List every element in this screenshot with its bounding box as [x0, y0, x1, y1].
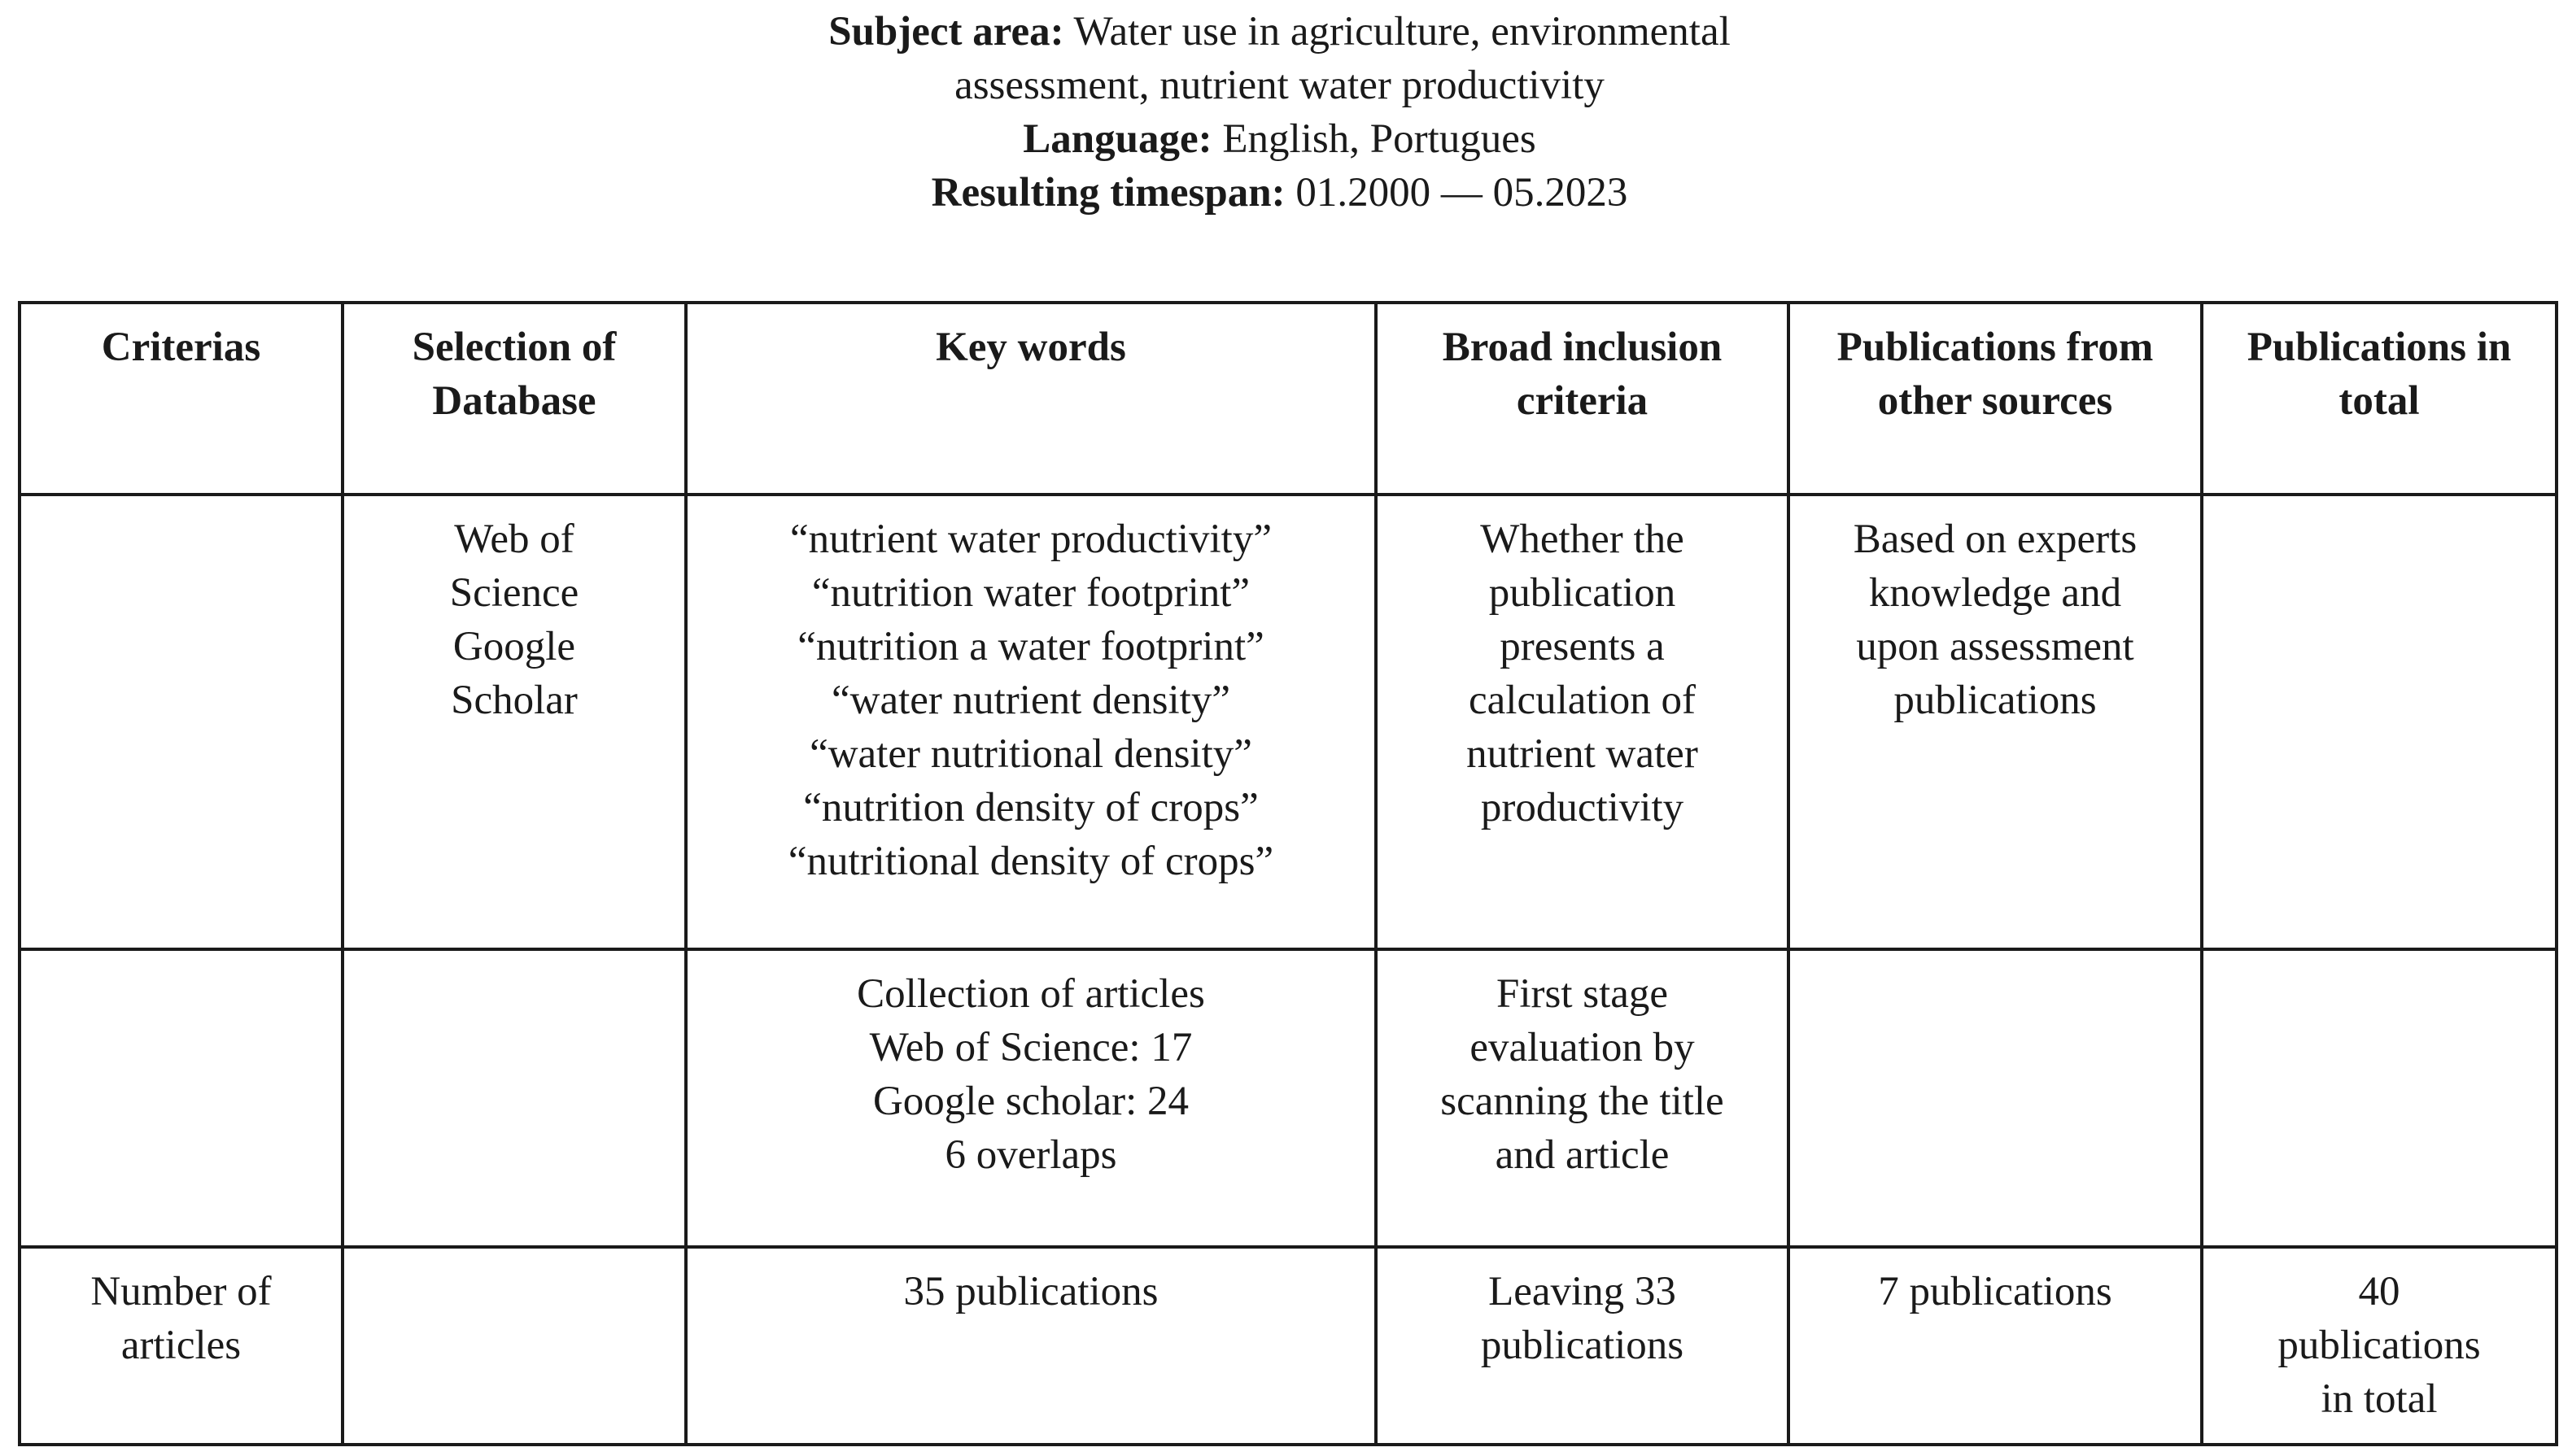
language-value: English, Portugues — [1222, 116, 1536, 162]
row1-inclusion-cell — [1376, 495, 1788, 949]
total-line: 40 — [2358, 1269, 2400, 1314]
row2-criterias-cell — [20, 949, 343, 1247]
keyword-item: “nutrient water productivity” — [790, 517, 1272, 562]
inclusion-line: First stage — [1496, 971, 1669, 1017]
header-publications-in-total: Publications in total — [2202, 303, 2557, 495]
row3-other-sources-cell: 7 publications — [1788, 1247, 2202, 1445]
row2-inclusion-cell — [1376, 949, 1788, 1247]
header-selection-of-database: Selection of Database — [343, 303, 686, 495]
row1-databases-cell — [343, 495, 686, 949]
row2-total-cell — [2202, 949, 2557, 1247]
row1-keywords-cell — [686, 495, 1376, 949]
criteria-table — [18, 301, 2558, 1446]
row3-inclusion-cell — [1376, 1247, 1788, 1445]
header-broad-inclusion-criteria: Broad inclusion criteria — [1376, 303, 1788, 495]
inclusion-line: Whether the — [1480, 517, 1684, 562]
row2-databases-cell — [343, 949, 686, 1247]
inclusion-line: calculation of — [1469, 678, 1696, 723]
header-criterias: Criterias — [20, 303, 343, 495]
row3-total-cell — [2202, 1247, 2557, 1445]
subject-area-label: Subject area: — [828, 9, 1064, 54]
row3-keywords-cell: 35 publications — [686, 1247, 1376, 1445]
collection-line: Web of Science: 17 — [869, 1025, 1193, 1070]
timespan-label: Resulting timespan: — [931, 170, 1286, 216]
other-sources-line: Based on experts — [1853, 517, 2138, 562]
table-header-row — [20, 303, 2557, 495]
inclusion-line: publication — [1488, 570, 1676, 616]
inclusion-line: nutrient water — [1466, 731, 1698, 777]
database-line: Scholar — [451, 678, 578, 723]
row2-keywords-cell — [686, 949, 1376, 1247]
language-line — [0, 112, 2559, 166]
database-line: Google — [452, 624, 576, 669]
criterias-line: articles — [120, 1323, 242, 1368]
inclusion-line: evaluation by — [1469, 1025, 1695, 1070]
header-publications-other-sources: Publications from other sources — [1788, 303, 2202, 495]
row3-criterias-cell — [20, 1247, 343, 1445]
row1-other-sources-cell — [1788, 495, 2202, 949]
row1-criterias-cell — [20, 495, 343, 949]
subject-area-value-2: assessment, nutrient water productivity — [954, 63, 1605, 108]
subject-area-line — [0, 5, 2559, 59]
total-line: in total — [2321, 1376, 2438, 1422]
other-sources-line: knowledge and — [1868, 570, 2122, 616]
other-sources-line: publications — [1893, 678, 2097, 723]
header-key-words: Key words — [686, 303, 1376, 495]
inclusion-line: and article — [1495, 1132, 1670, 1178]
database-line: Web of — [454, 517, 574, 562]
collection-line: Collection of articles — [857, 971, 1205, 1017]
total-line: publications — [2277, 1323, 2481, 1368]
keyword-item: “nutrition water footprint” — [811, 570, 1251, 616]
language-label: Language: — [1023, 116, 1212, 162]
inclusion-line: scanning the title — [1440, 1079, 1724, 1124]
criterias-line: Number of — [90, 1269, 272, 1314]
inclusion-line: productivity — [1480, 785, 1684, 830]
subject-area-value-1: Water use in agriculture, environmental — [1073, 9, 1731, 54]
timespan-value: 01.2000 — 05.2023 — [1295, 170, 1628, 216]
row2-other-sources-cell — [1788, 949, 2202, 1247]
keyword-item: “nutrition density of crops” — [803, 785, 1259, 830]
keyword-item: “water nutrient density” — [832, 678, 1230, 723]
collection-line: 6 overlaps — [945, 1132, 1117, 1178]
keyword-item: “nutritional density of crops” — [788, 839, 1274, 884]
inclusion-line: presents a — [1500, 624, 1665, 669]
row1-total-cell — [2202, 495, 2557, 949]
other-sources-line: upon assessment — [1856, 624, 2134, 669]
header-block — [0, 5, 2559, 220]
inclusion-line: Leaving 33 — [1488, 1269, 1676, 1314]
timespan-line — [0, 166, 2559, 220]
table-row — [20, 1247, 2557, 1445]
collection-line: Google scholar: 24 — [872, 1079, 1190, 1124]
table-row — [20, 495, 2557, 949]
keyword-item: “water nutritional density” — [810, 731, 1252, 777]
row3-databases-cell — [343, 1247, 686, 1445]
table-row — [20, 949, 2557, 1247]
database-line: Science — [449, 570, 579, 616]
inclusion-line: publications — [1480, 1323, 1684, 1368]
keyword-item: “nutrition a water footprint” — [797, 624, 1264, 669]
